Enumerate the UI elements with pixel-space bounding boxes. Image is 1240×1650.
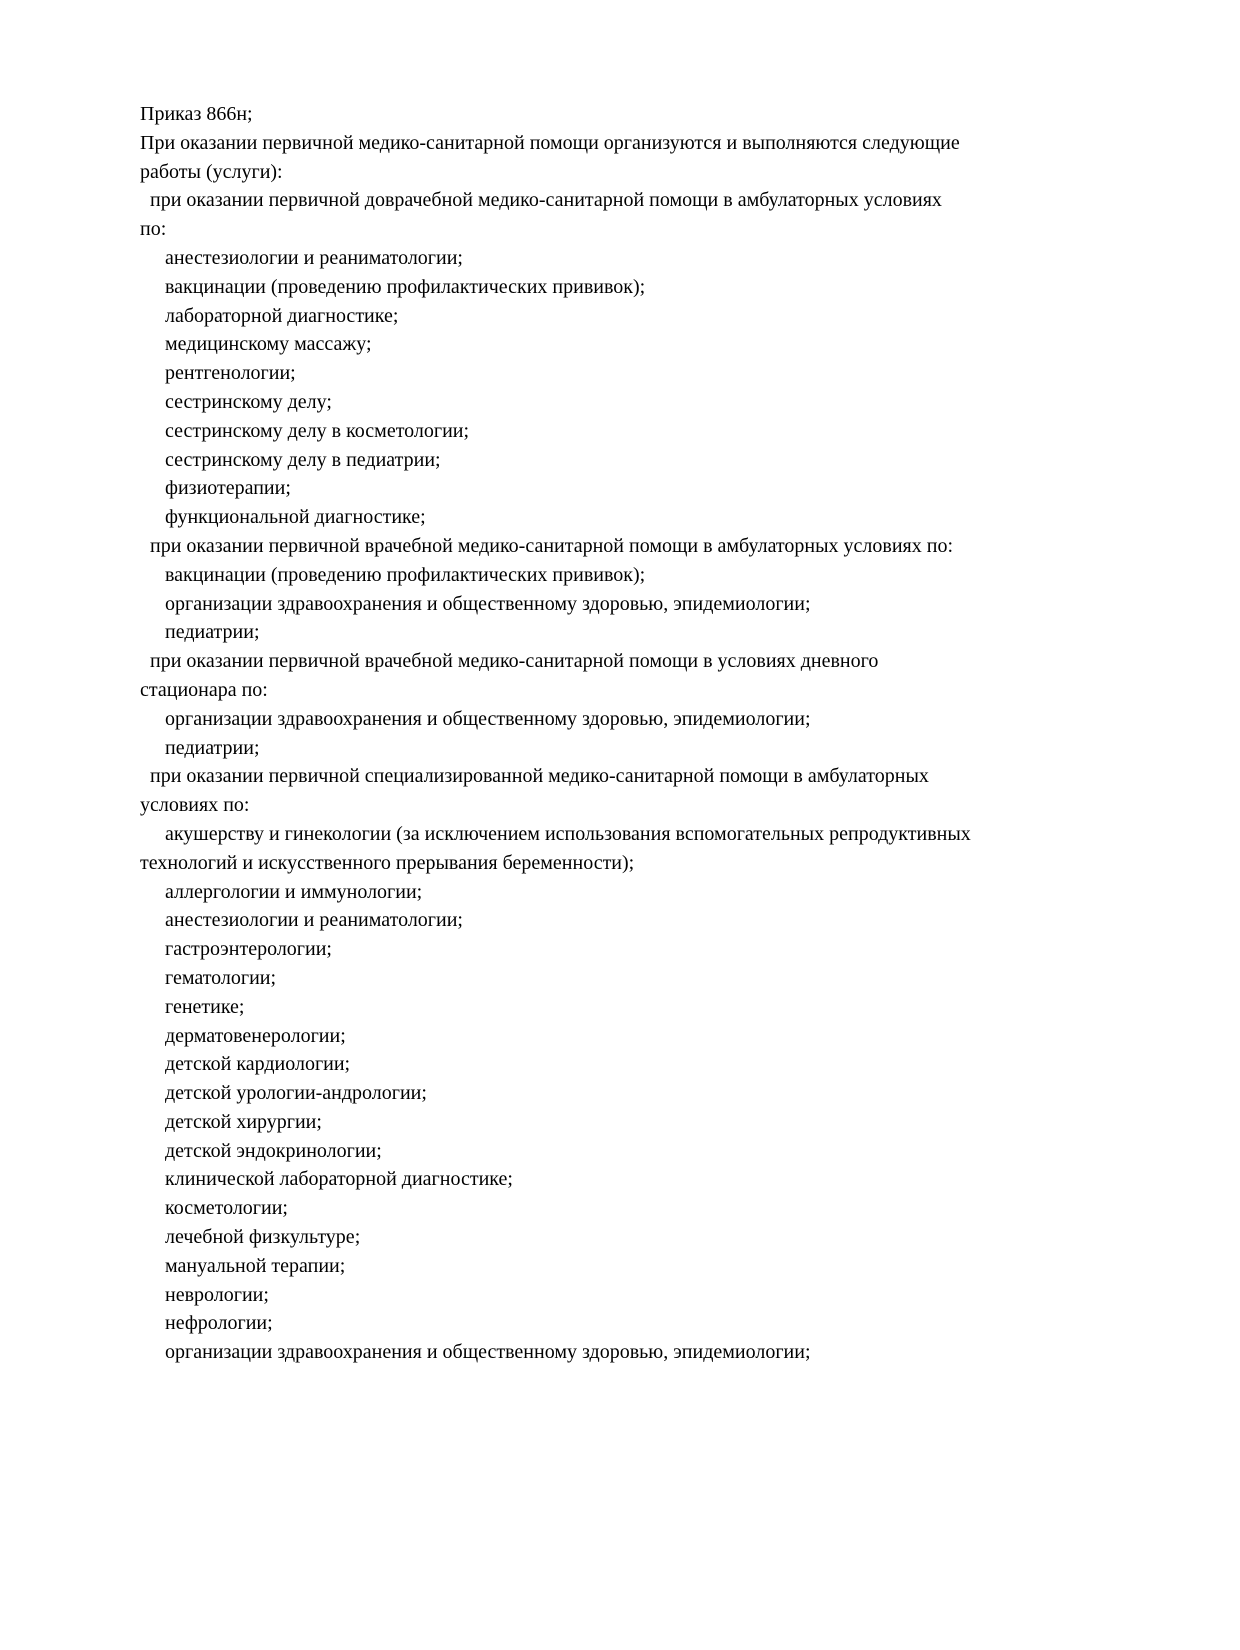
document-line: педиатрии; (165, 736, 260, 759)
document-line: При оказании первичной медико-санитарной помощи организуются и выполняются следующие (140, 131, 960, 154)
document-line: косметологии; (165, 1197, 288, 1220)
document-line: при оказании первичной доврачебной медико-санитарной помощи в амбулаторных условиях (150, 189, 942, 212)
document-line: гастроэнтерологии; (165, 938, 332, 961)
document-line: неврологии; (165, 1283, 269, 1306)
document-line: детской кардиологии; (165, 1053, 351, 1076)
document-line: педиатрии; (165, 621, 260, 644)
document-line: при оказании первичной врачебной медико-санитарной помощи в условиях дневного (150, 650, 879, 673)
document-line: рентгенологии; (165, 362, 296, 385)
document-line: анестезиологии и реаниматологии; (165, 909, 463, 932)
document-line: сестринскому делу в педиатрии; (165, 448, 441, 471)
document-line: при оказании первичной врачебной медико-санитарной помощи в амбулаторных условиях по: (150, 534, 954, 557)
document-line: мануальной терапии; (165, 1254, 346, 1277)
document-line: акушерству и гинекологии (за исключением использования вспомогательных репродуктивных (165, 822, 971, 845)
document-line: детской эндокринологии; (165, 1139, 382, 1162)
document-line: работы (услуги): (140, 160, 283, 183)
document-line: организации здравоохранения и общественному здоровью, эпидемиологии; (165, 1341, 811, 1364)
document-line: сестринскому делу в косметологии; (165, 419, 470, 442)
document-line: технологий и искусственного прерывания беременности); (140, 851, 635, 874)
document-line: клинической лабораторной диагностике; (165, 1168, 513, 1191)
document-line: аллергологии и иммунологии; (165, 880, 423, 903)
document-line: детской урологии-андрологии; (165, 1082, 427, 1105)
document-line: Приказ 866н; (140, 103, 253, 125)
document-line: гематологии; (165, 966, 277, 989)
document-line: нефрологии; (165, 1312, 273, 1335)
document-line: сестринскому делу; (165, 390, 332, 413)
document-line: физиотерапии; (165, 477, 291, 500)
document-line: медицинскому массажу; (165, 333, 372, 356)
document-line: стационара по: (140, 678, 268, 701)
document-line: детской хирургии; (165, 1110, 322, 1133)
document-line: лечебной физкультуре; (165, 1226, 361, 1249)
document-line: функциональной диагностике; (165, 506, 426, 529)
document-line: дерматовенерологии; (165, 1024, 346, 1047)
document-line: условиях по: (140, 794, 250, 817)
document-line: анестезиологии и реаниматологии; (165, 246, 463, 269)
document-line: лабораторной диагностике; (165, 304, 399, 327)
document-line: организации здравоохранения и общественному здоровью, эпидемиологии; (165, 592, 811, 615)
document-line: организации здравоохранения и общественному здоровью, эпидемиологии; (165, 707, 811, 730)
document-line: вакцинации (проведению профилактических прививок); (165, 563, 646, 586)
document-line: вакцинации (проведению профилактических прививок); (165, 275, 646, 298)
document-line: при оказании первичной специализированной медико-санитарной помощи в амбулаторных (150, 765, 929, 788)
document-line: генетике; (165, 995, 245, 1018)
document-line: по: (140, 218, 167, 241)
